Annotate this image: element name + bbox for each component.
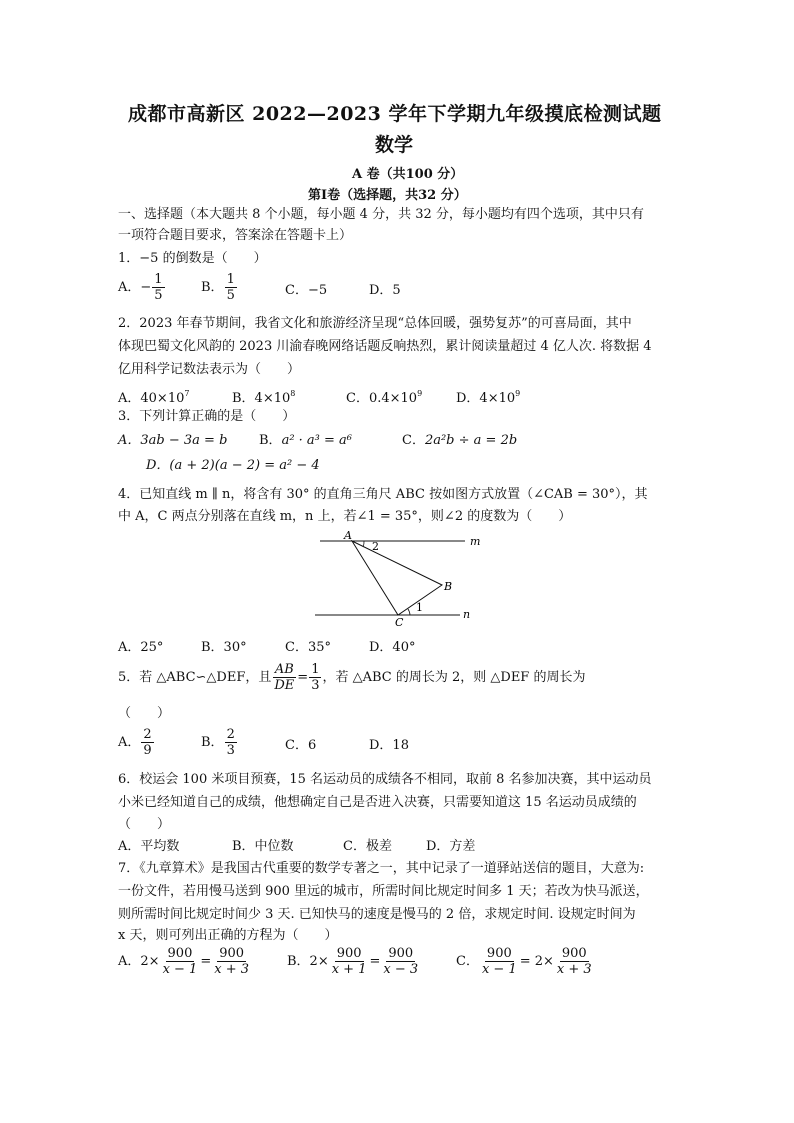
q2-line3: 亿用科学记数法表示为（ ） [118,362,301,377]
q5-option-c: C．6 [285,738,317,753]
q3-stem: 3．下列计算正确的是（ ） [118,409,296,424]
q2-option-c: C．$0.4\times 10^9$ [346,389,423,406]
q5-line1: 5．若 △ABC∽△DEF，且 $\frac{AB}{DE}$ = $\frac{1}{3}$ ，若 △ABC 的周长为 2，则 △DEF 的周长为 [118,662,586,693]
q3-option-d: D．(a + 2)(a − 2) = a² − 4 [146,458,320,473]
q4-figure [310,528,490,628]
q4-option-b: B．30° [201,640,247,655]
label-angle2: 2 [372,540,379,553]
q5-paren: （ ） [118,706,171,721]
page-title: 成都市高新区 2022—2023 学年下学期九年级摸底检测试题 [128,103,662,125]
q6-line2: 小米已经知道自己的成绩，他想确定自己是否进入决赛，只需要知道这 15 名运动员成绩的 [118,795,637,810]
q7-option-c: C． $\frac{900}{x - 1}$ = 2× $\frac{900}{x + 3}$ [456,946,592,977]
q4-option-d: D．40° [369,640,416,655]
triangle-abc [352,541,442,615]
instructions-line1: 一、选择题（本大题共 8 个小题，每小题 4 分，共 32 分，每小题均有四个选项，其中只有 [118,207,644,222]
q7-line1: 7．《九章算术》是我国古代重要的数学专著之一，其中记录了一道驿站送信的题目，大意为: [118,861,645,876]
q6-option-b: B．中位数 [232,839,294,854]
q4-option-c: C．35° [285,640,331,655]
q5-option-d: D．18 [369,738,409,753]
q2-line1: 2．2023 年春节期间，我省文化和旅游经济呈现“总体回暖，强势复苏”的可喜局面，其中 [118,316,632,331]
q2-line2: 体现巴蜀文化风韵的 2023 川渝春晚网络话题反响热烈，累计阅读量超过 4 亿人次. 将数据 4 [118,339,652,354]
q4-option-a: A．25° [118,640,164,655]
q4-line1: 4．已知直线 m ∥ n，将含有 30° 的直角三角尺 ABC 按如图方式放置（∠CAB = 30°），其 [118,487,648,502]
angle1-arc [408,609,410,615]
q2-option-a: A．$40\times 10^7$ [118,389,190,406]
instructions-line2: 一项符合题目要求，答案涂在答题卡上） [118,228,353,243]
q7-option-b: B．2× $\frac{900}{x + 1}$ = $\frac{900}{x - 3}$ [287,946,419,977]
q3-option-a: A．3ab − 3a = b [118,433,228,448]
q1-option-d: D．5 [369,283,401,298]
q7-line4: x 天，则可列出正确的方程为（ ） [118,928,338,943]
q7-line3: 则所需时间比规定时间少 3 天. 已知快马的速度是慢马的 2 倍，求规定时间. 设规定时间为 [118,907,636,922]
label-angle1: 1 [416,601,423,614]
q1-stem: 1．−5 的倒数是（ ） [118,251,267,266]
q1-option-c: C．−5 [285,283,328,298]
q6-option-a: A．平均数 [118,839,180,854]
label-m: m [470,535,481,548]
q6-option-d: D．方差 [426,839,476,854]
q3-option-b: B．a² · a³ = a⁶ [259,433,353,448]
q7-line2: 一份文件，若用慢马送到 900 里远的城市，所需时间比规定时间多 1 天；若改为快马派送， [118,884,649,899]
q7-option-a: A．2× $\frac{900}{x - 1}$ = $\frac{900}{x + 3}$ [118,946,249,977]
q4-line2: 中 A，C 两点分别落在直线 m，n 上，若∠1 = 35°，则∠2 的度数为（ ） [118,509,572,524]
q5-option-a: A． $\frac{2}{9}$ [118,727,152,758]
part1-heading: 第Ⅰ卷（选择题，共32 分） [308,188,467,203]
q1-option-b: B． $\frac{1}{5}$ [201,272,235,303]
q2-option-d: D．$4\times 10^9$ [456,389,521,406]
q1-option-a: A．− $\frac{1}{5}$ [118,272,163,303]
q6-line3: （ ） [118,817,171,832]
section-a-heading: A 卷（共100 分） [352,167,464,182]
q6-line1: 6．校运会 100 米项目预赛，15 名运动员的成绩各不相同，取前 8 名参加决赛，其中运动员 [118,772,652,787]
q6-option-c: C．极差 [343,839,392,854]
q3-option-c: C．2a²b ÷ a = 2b [402,433,518,448]
q2-option-b: B．$4\times 10^8$ [232,389,296,406]
angle2-arc [363,541,364,547]
label-n: n [463,608,471,621]
label-a: A [344,529,352,542]
label-c: C [395,616,404,628]
label-b: B [444,580,453,593]
q5-option-b: B． $\frac{2}{3}$ [201,727,235,758]
subject-title: 数学 [375,134,414,156]
